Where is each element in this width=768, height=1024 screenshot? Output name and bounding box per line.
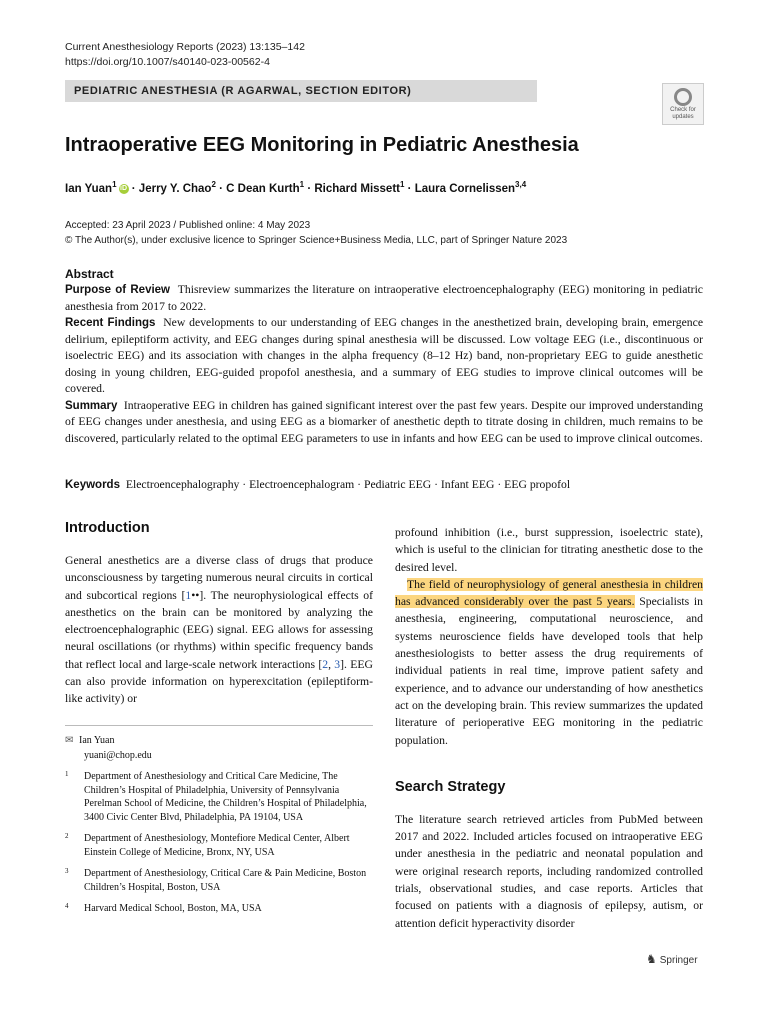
reference-link-2[interactable]: 2: [322, 657, 329, 671]
check-updates-line2: updates: [672, 114, 694, 120]
abstract-heading: Abstract: [65, 267, 114, 281]
search-strategy-heading: Search Strategy: [395, 778, 506, 795]
copyright-notice: © The Author(s), under exclusive licence to Springer Science+Business Media, LLC, part of Springer Nature 2023: [65, 235, 568, 246]
correspondence-block: [65, 733, 152, 763]
publisher-footer: [646, 952, 698, 966]
intro-p1-part-a: General anesthetics are a diverse class of drugs that produce unconsciousness by targeting numerous neural circuits in cortical and subcortical regions [: [65, 554, 373, 602]
affiliation-text: Harvard Medical School, Boston, MA, USA: [84, 903, 262, 914]
keywords-line: [65, 478, 570, 491]
intro-p1-part-b: ••]. The neurophysiological effects of anesthetics on the brain can be monitored by analyzing the electroencephalographic (EEG) signal. EEG allows for assessing neural oscillations (or rhythms) within specific frequency bands that reflect local and large-scale network interactions [: [65, 588, 373, 671]
affiliation-number: 4: [65, 902, 69, 910]
search-strategy-paragraph: The literature search retrieved articles from PubMed between 2017 and 2022. Included articles focused on intraoperative EEG under anesthesia in the pediatric and neonatal population and were original research reports, including randomized controlled trials, observational studies, and case reports. Articles that focused on patients with a diagnosis of epilepsy, autism, or attention deficit hyperactivity disorder: [395, 812, 703, 930]
affiliation-item: [65, 832, 373, 859]
summary-text: Intraoperative EEG in children has gained significant interest over the past few years. Despite our improved understanding of EEG changes under anesthesia, and using EEG as a biomarker of anesthetic depth to titrate dosing in children, much remains to be discovered, particularly related to the optimal EEG parameters to use in infants and how EEG can be used to improve clinical outcomes.: [65, 398, 703, 445]
author-affil-sup: 1: [112, 180, 117, 189]
intro-paragraph-2: profound inhibition (i.e., burst suppression, isoelectric state), which is useful to the clinician for titrating anesthetic dose to the desired level.: [395, 526, 703, 574]
purpose-label: Purpose of Review: [65, 284, 170, 296]
abstract-findings: [65, 315, 703, 398]
intro-paragraph-1: [65, 552, 373, 708]
corresponding-author-email[interactable]: yuani@chop.edu: [84, 750, 152, 761]
affiliation-item: [65, 902, 373, 916]
intro-paragraph-3: [395, 576, 703, 749]
author-name: Richard Missett: [314, 182, 400, 195]
keywords-text: Electroencephalography · Electroencephalogram · Pediatric EEG · Infant EEG · EEG propofol: [125, 478, 571, 491]
author-affil-sup: 1: [400, 180, 405, 189]
affiliation-number: 2: [65, 832, 69, 840]
section-banner: PEDIATRIC ANESTHESIA (R AGARWAL, SECTION EDITOR): [65, 80, 537, 102]
abstract-section: [65, 267, 703, 447]
article-title: Intraoperative EEG Monitoring in Pediatric Anesthesia: [65, 134, 579, 156]
publication-dates: [65, 218, 567, 248]
abstract-purpose: [65, 282, 703, 315]
purpose-text: Thisreview summarizes the literature on intraoperative electroencephalography (EEG) monitoring in pediatric anesthesia from 2017 to 2022.: [65, 283, 703, 313]
affiliations-block: [65, 770, 373, 924]
abstract-summary: [65, 398, 703, 448]
author-affil-sup: 2: [211, 180, 216, 189]
affiliation-text: Department of Anesthesiology and Critical Care Medicine, The Children’s Hospital of Philadelphia, University of Pennsylvania Perelman School of Medicine, the Children’s Hospital of Philadelphia, 3400 Civic Center Blvd, Philadelphia, PA 19104, USA: [84, 771, 367, 823]
affiliation-text: Department of Anesthesiology, Montefiore Medical Center, Albert Einstein College of Medicine, Bronx, NY, USA: [84, 833, 350, 858]
author-separator: ·: [131, 182, 136, 195]
author-affil-sup: 1: [299, 180, 305, 189]
footnote-divider: [65, 725, 373, 726]
keywords-label: Keywords: [65, 479, 120, 491]
introduction-heading: Introduction: [65, 520, 150, 536]
reference-link-1[interactable]: 1: [185, 588, 192, 602]
journal-citation: Current Anesthesiology Reports (2023) 13:135–142: [65, 41, 305, 53]
findings-text: New developments to our understanding of EEG changes in the anesthetized brain, developing brain, emergence delirium, epileptiform activity, and EEG changes during spinal anesthesia will be discussed. Low voltage EEG (i.e., discontinuous or isoelectric EEG) and its association with changes in the alpha frequency (8–12 Hz) band, non-proprietary EEG to guide anesthetic dosing in young children, EEG-guided propofol anesthesia, and a summary of EEG studies to improve clinical outcomes will be covered.: [65, 316, 704, 395]
reference-link-3[interactable]: 3: [334, 657, 341, 671]
affiliation-text: Department of Anesthesiology, Critical Care & Pain Medicine, Boston Children’s Hospital, Boston, USA: [84, 868, 367, 893]
affiliation-item: [65, 770, 373, 824]
springer-logo-icon: ♞: [646, 952, 657, 966]
author-affil-sup: 3,4: [515, 180, 527, 189]
right-column: [395, 524, 703, 932]
author-name: Ian Yuan: [65, 182, 113, 195]
publisher-name: Springer: [659, 955, 698, 966]
author-name: C Dean Kurth: [226, 182, 300, 195]
accepted-published-dates: Accepted: 23 April 2023 / Published online: 4 May 2023: [65, 220, 311, 231]
envelope-icon: ✉: [65, 735, 74, 746]
summary-label: Summary: [65, 399, 118, 412]
affiliation-item: [65, 867, 373, 894]
check-updates-line1: Check for: [670, 107, 696, 113]
author-name: Jerry Y. Chao: [138, 182, 212, 195]
check-for-updates-badge[interactable]: [662, 83, 704, 125]
affiliation-number: 1: [65, 770, 69, 778]
author-separator: ·: [307, 182, 312, 195]
author-name: Laura Cornelissen: [414, 182, 516, 195]
highlighted-sentence[interactable]: The field of neurophysiology of general anesthesia in children has advanced considerably over the past 5 years.: [395, 577, 703, 609]
intro-p1-part-c: ]. EEG can also provide information on hyperexcitation (epileptiform-like activity) or: [65, 657, 373, 706]
check-updates-icon: [674, 88, 692, 106]
findings-label: Recent Findings: [65, 317, 156, 329]
left-column: [65, 520, 373, 708]
affiliation-number: 3: [65, 867, 69, 875]
intro-p3-rest: Specialists in anesthesia, engineering, computational neuroscience, and systems neuroscience fields have developed tools that help anesthesiologists to better assess the drug requirements of individual patients in real time, improve patient safety and experience, and to advance our understanding of how anesthetics act on the developing brain. This review summarizes the updated literature of perioperative EEG monitoring in the pediatric population.: [395, 595, 703, 747]
orcid-icon[interactable]: iD: [120, 184, 128, 192]
author-separator: ·: [407, 182, 412, 195]
author-separator: ·: [219, 182, 223, 195]
journal-header: [65, 40, 305, 70]
corresponding-author-name: Ian Yuan: [79, 735, 115, 746]
journal-doi-link[interactable]: https://doi.org/10.1007/s40140-023-00562-4: [65, 56, 270, 68]
reference-separator: ,: [328, 657, 335, 671]
author-list: [65, 180, 526, 195]
